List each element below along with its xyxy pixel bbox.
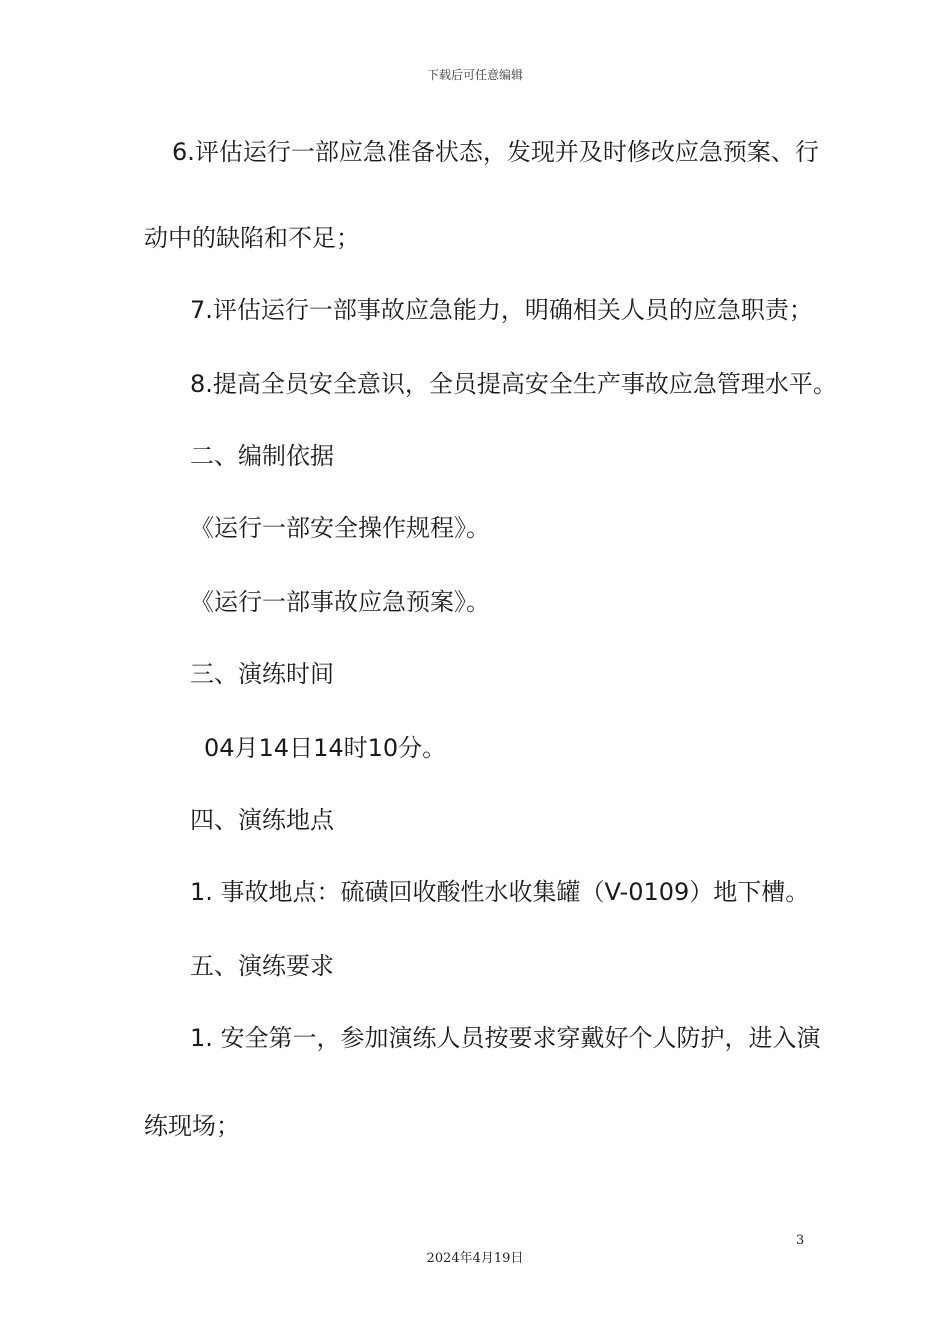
footer-date: 2024年4月19日 [426,1251,524,1266]
paragraph-line: 《运行一部安全操作规程》。 [190,514,490,542]
paragraph-line: 《运行一部事故应急预案》。 [190,588,490,616]
paragraph-line: 04月14日14时10分。 [204,734,447,762]
paragraph-line: 动中的缺陷和不足； [144,224,360,252]
paragraph-line: 8.提高全员安全意识，全员提高安全生产事故应急管理水平。 [190,370,837,398]
paragraph-line: 6.评估运行一部应急准备状态，发现并及时修改应急预案、行 [172,138,819,166]
page-number: 3 [796,1233,805,1248]
paragraph-line: 7.评估运行一部事故应急能力，明确相关人员的应急职责； [190,296,813,324]
section-heading: 五、演练要求 [190,952,334,980]
section-heading: 三、演练时间 [190,660,334,688]
section-heading: 二、编制依据 [190,442,334,470]
paragraph-line: 1. 安全第一，参加演练人员按要求穿戴好个人防护，进入演 [190,1024,821,1052]
page-header: 下载后可任意编辑 [426,68,523,82]
paragraph-line: 1. 事故地点：硫磺回收酸性水收集罐（V-0109）地下槽。 [190,878,810,906]
paragraph-line: 练现场； [144,1112,240,1140]
section-heading: 四、演练地点 [190,806,334,834]
